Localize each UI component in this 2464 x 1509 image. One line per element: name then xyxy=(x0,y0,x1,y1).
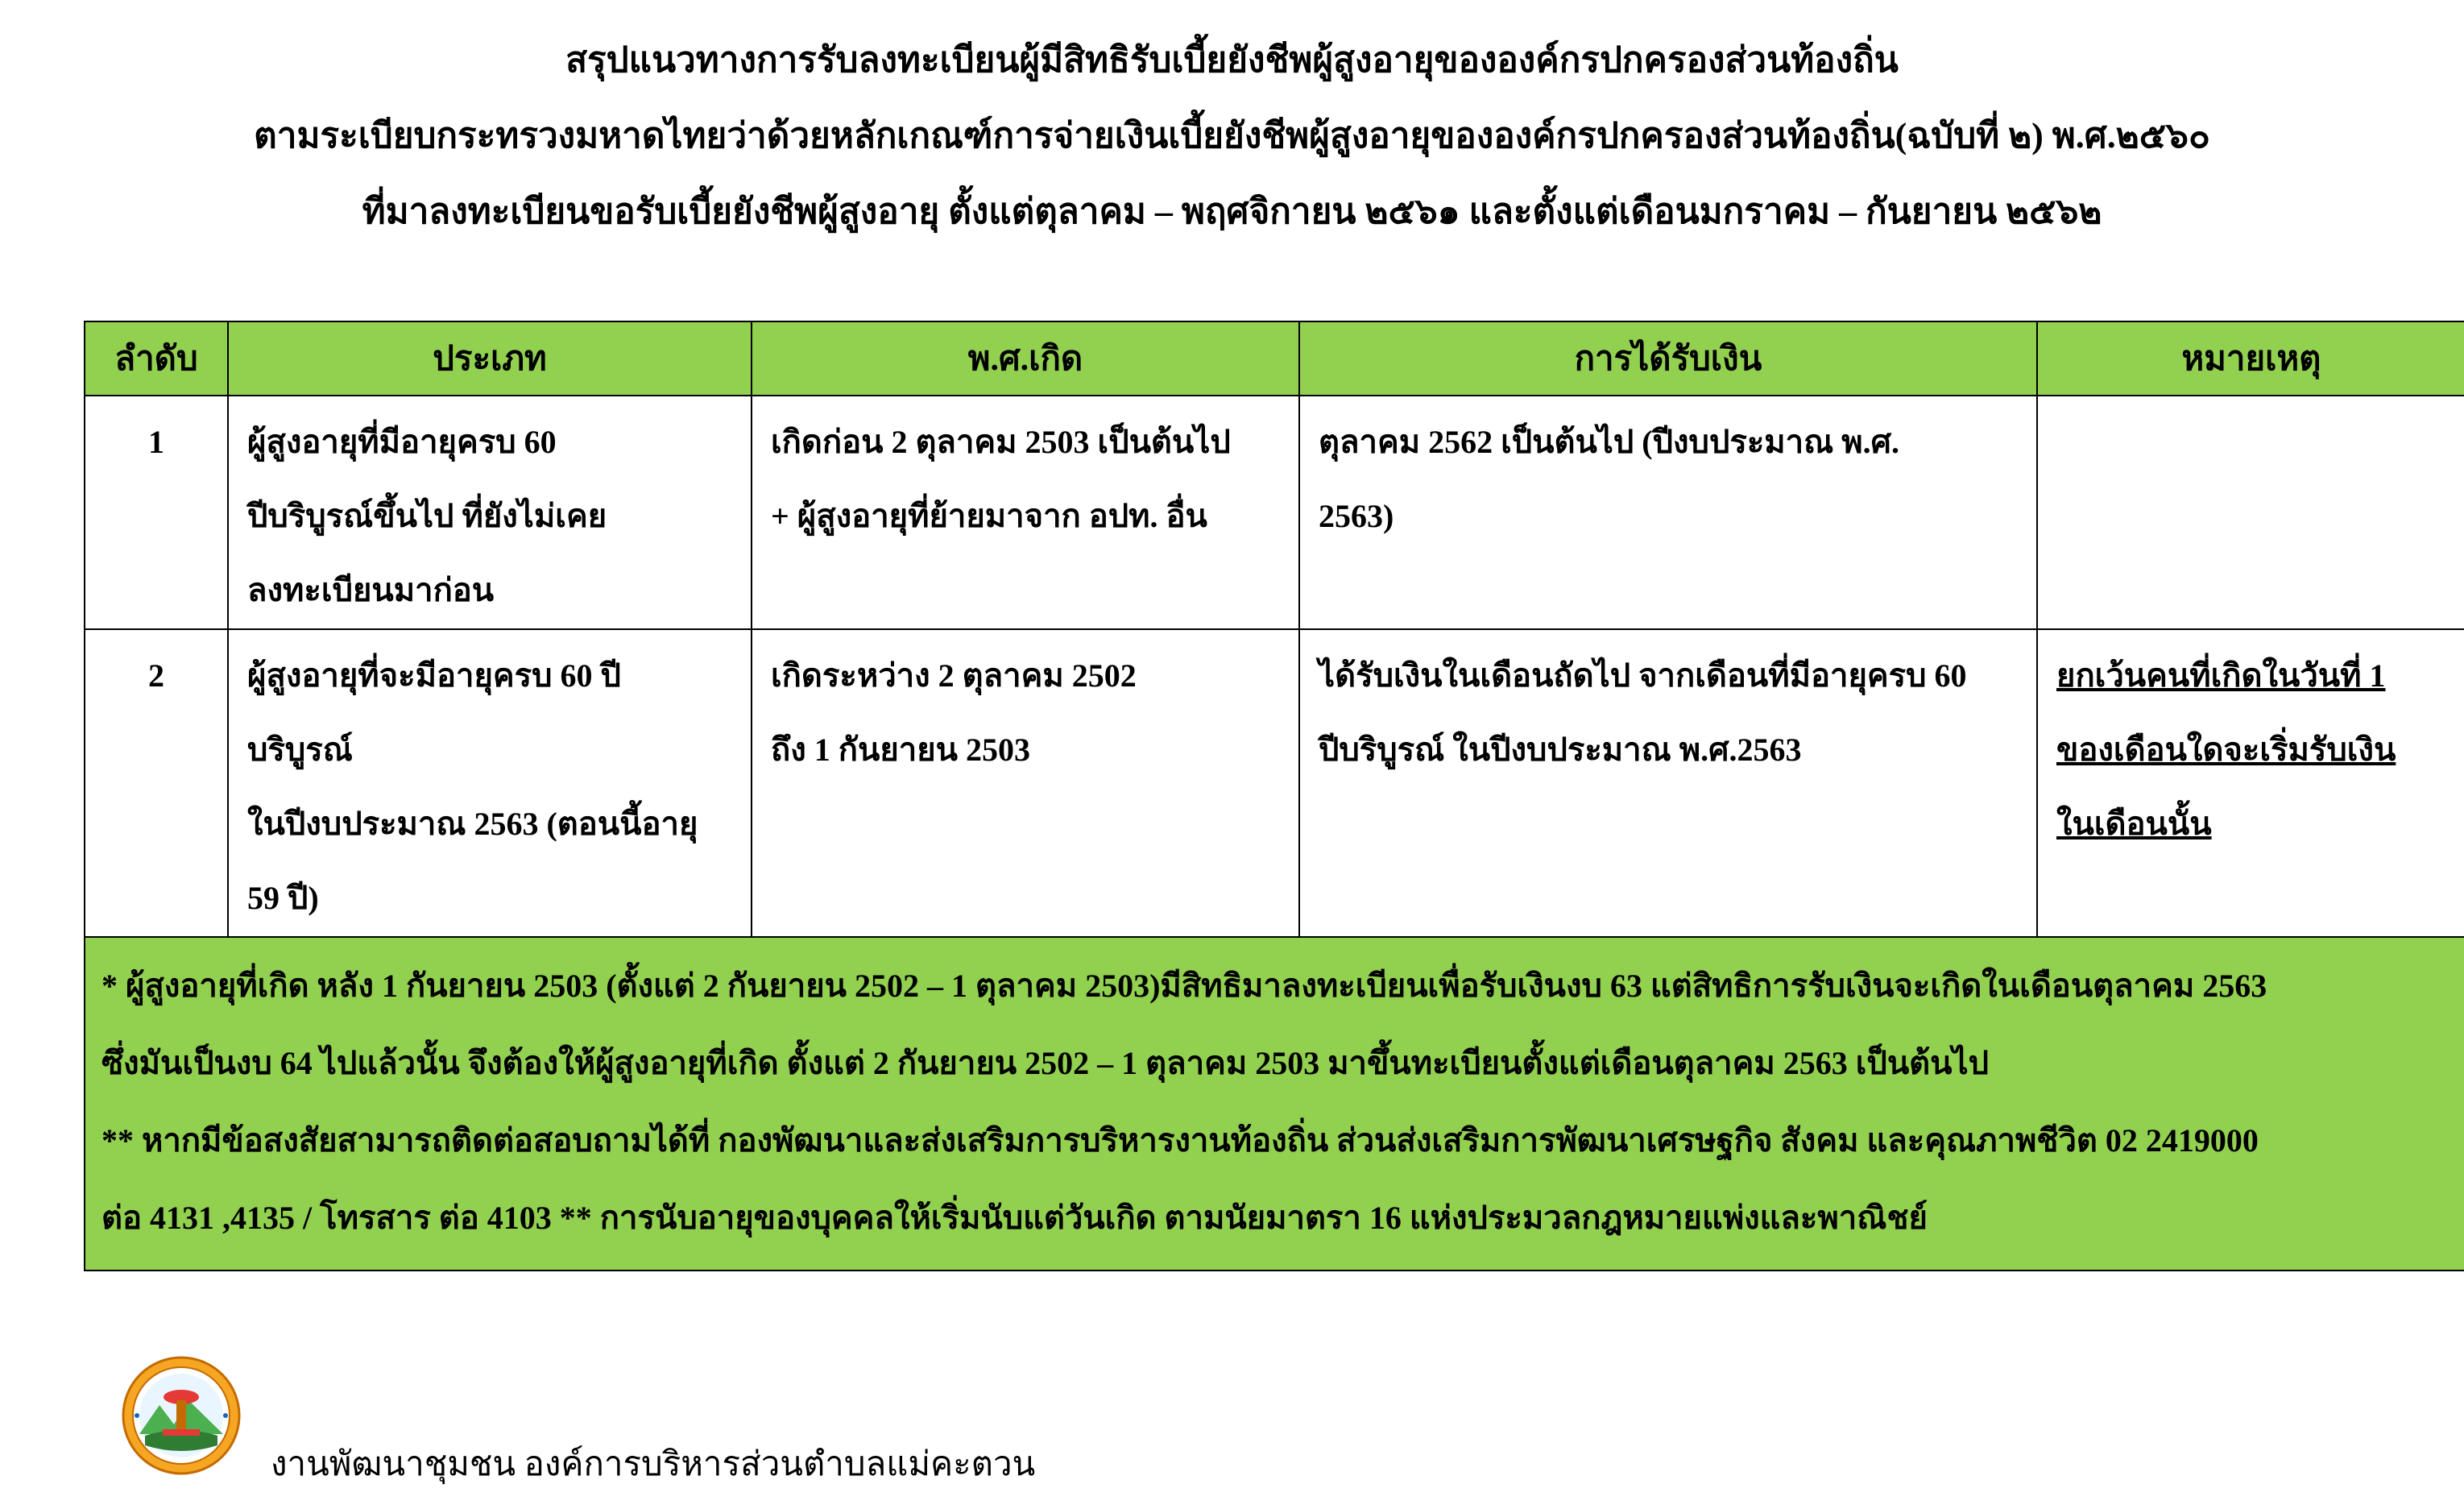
document-header xyxy=(0,23,2464,250)
payment-line: ได้รับเงินในเดือนถัดไป จากเดือนที่มีอายุครบ 60 xyxy=(1319,657,1967,694)
row-number: 1 xyxy=(148,424,164,460)
row-number-cell xyxy=(85,629,228,937)
remark-line: ยกเว้นคนที่เกิดในวันที่ 1 xyxy=(2056,657,2386,694)
payment-cell xyxy=(1299,396,2037,629)
type-cell xyxy=(228,396,752,629)
footer-organization-name: งานพัฒนาชุมชน องค์การบริหารส่วนตำบลแม่คะตวน xyxy=(271,1446,1036,1483)
payment-cell xyxy=(1299,629,2037,937)
note-line: ** หากมีข้อสงสัยสามารถติดต่อสอบถามได้ที่ กองพัฒนาและส่งเสริมการบริหารงานท้องถิ่น ส่วนส่งเสริมการพัฒนาเศรษฐกิจ สังคม และคุณภาพชีวิต 02 2419000 xyxy=(101,1122,2259,1159)
table-header-row xyxy=(85,321,2464,396)
birth-line: เกิดระหว่าง 2 ตุลาคม 2502 xyxy=(771,657,1137,694)
payment-line: ปีบริบูรณ์ ในปีงบประมาณ พ.ศ.2563 xyxy=(1319,732,1802,768)
birth-line: + ผู้สูงอายุที่ย้ายมาจาก อปท. อื่น xyxy=(771,498,1207,534)
type-line: ผู้สูงอายุที่จะมีอายุครบ 60 ปี xyxy=(247,657,621,694)
type-line: บริบูรณ์ xyxy=(247,732,353,768)
type-line: 59 ปี) xyxy=(247,880,319,916)
table-row xyxy=(85,629,2464,937)
birth-line: ถึง 1 กันยายน 2503 xyxy=(771,732,1030,768)
type-line: ลงทะเบียนมาก่อน xyxy=(247,572,495,608)
type-cell xyxy=(228,629,752,937)
remark-cell xyxy=(2037,396,2464,629)
notes-cell xyxy=(85,937,2464,1271)
col-header-no: ลำดับ xyxy=(85,321,228,396)
note-line: * ผู้สูงอายุที่เกิด หลัง 1 กันยายน 2503 (ตั้งแต่ 2 กันยายน 2502 – 1 ตุลาคม 2503)มีสิทธิมาลงทะเบียนเพื่อรับเงินงบ 63 แต่สิทธิการรับเงินจะเกิดในเดือนตุลาคม 2563 xyxy=(101,968,2267,1004)
header-line-2: ตามระเบียบกระทรวงมหาดไทยว่าด้วยหลักเกณฑ์การจ่ายเงินเบี้ยยังชีพผู้สูงอายุขององค์กรปกครองส่วนท้องถิ่น(ฉบับที่ ๒) พ.ศ.๒๕๖๐ xyxy=(254,116,2210,155)
birth-cell xyxy=(752,396,1299,629)
municipal-seal-icon xyxy=(121,1355,242,1476)
col-header-birth-year: พ.ศ.เกิด xyxy=(752,321,1299,396)
birth-cell xyxy=(752,629,1299,937)
notes-row xyxy=(85,937,2464,1271)
payment-line: ตุลาคม 2562 เป็นต้นไป (ปีงบประมาณ พ.ศ. xyxy=(1319,424,1899,460)
eligibility-table xyxy=(84,321,2464,1271)
note-line: ซึ่งมันเป็นงบ 64 ไปแล้วนั้น จึงต้องให้ผู้สูงอายุที่เกิด ตั้งแต่ 2 กันยายน 2502 – 1 ตุลาคม 2503 มาขึ้นทะเบียนตั้งแต่เดือนตุลาคม 2563 เป็นต้นไป xyxy=(101,1045,1989,1081)
birth-line: เกิดก่อน 2 ตุลาคม 2503 เป็นต้นไป xyxy=(771,424,1231,460)
type-line: ผู้สูงอายุที่มีอายุครบ 60 xyxy=(247,424,557,460)
row-number-cell xyxy=(85,396,228,629)
col-header-payment: การได้รับเงิน xyxy=(1299,321,2037,396)
row-number: 2 xyxy=(148,657,164,694)
header-line-1: สรุปแนวทางการรับลงทะเบียนผู้มีสิทธิรับเบี้ยยังชีพผู้สูงอายุขององค์กรปกครองส่วนท้องถิ่น xyxy=(565,40,1899,80)
remark-cell xyxy=(2037,629,2464,937)
remark-line: ในเดือนนั้น xyxy=(2056,806,2212,842)
table-row xyxy=(85,396,2464,629)
note-line: ต่อ 4131 ,4135 / โทรสาร ต่อ 4103 ** การนับอายุของบุคคลให้เริ่มนับแต่วันเกิด ตามนัยมาตรา 16 แห่งประมวลกฎหมายแพ่งและพาณิชย์ xyxy=(101,1200,1928,1236)
col-header-remark: หมายเหตุ xyxy=(2037,321,2464,396)
type-line: ในปีงบประมาณ 2563 (ตอนนี้อายุ xyxy=(247,806,698,842)
remark-line: ของเดือนใดจะเริ่มรับเงิน xyxy=(2056,732,2396,768)
payment-line: 2563) xyxy=(1319,498,1394,534)
type-line: ปีบริบูรณ์ขึ้นไป ที่ยังไม่เคย xyxy=(247,498,607,534)
header-line-3: ที่มาลงทะเบียนขอรับเบี้ยยังชีพผู้สูงอายุ ตั้งแต่ตุลาคม – พฤศจิกายน ๒๕๖๑ และตั้งแต่เดือนมกราคม – กันยายน ๒๕๖๒ xyxy=(362,192,2102,231)
col-header-type: ประเภท xyxy=(228,321,752,396)
